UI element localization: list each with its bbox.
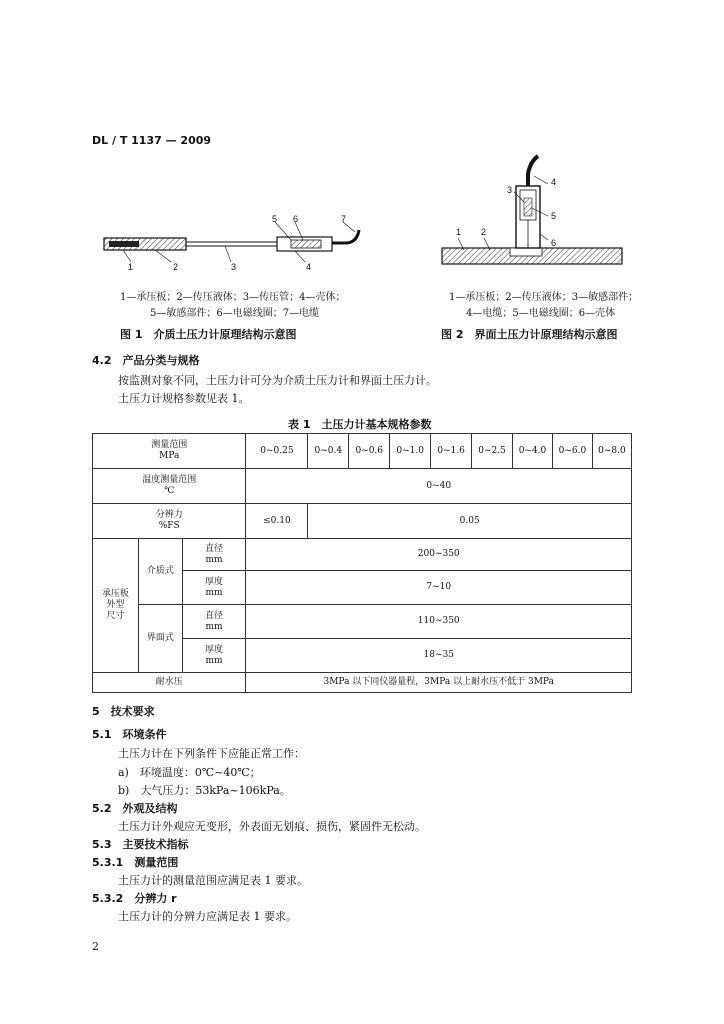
table-row-resolution [93,504,632,539]
plate-label: 承压板 外型 尺寸 [93,539,139,673]
dia-label: 直径 mm [182,605,246,639]
section-5-3-1-heading: 5.3.1 测量范围 [92,856,179,869]
table-row-temperature [93,469,632,504]
table-row-medium-dia [93,539,632,571]
range-cell: 0~0.4 [308,434,349,469]
figure2-caption: 图 2 界面土压力计原理结构示意图 [441,328,618,341]
res-first: ≤0.10 [246,504,308,539]
fig1-num-6: 6 [293,214,299,224]
section-5-2-heading: 5.2 外观及结构 [92,802,178,815]
figure1-legend-line1: 1—承压板；2—传压液体；3—传压管；4—壳体； [120,292,346,303]
range-cell: 0~2.5 [472,434,513,469]
section-4-2-line1: 按监测对象不同，土压力计可分为介质土压力计和界面土压力计。 [118,374,437,387]
section-5-heading: 5 技术要求 [92,705,155,718]
section-5-3-heading: 5.3 主要技术指标 [92,838,189,851]
range-cell: 0~4.0 [513,434,553,469]
section-4-2-line2: 土压力计规格参数见表 1。 [118,392,250,405]
medium-type: 介质式 [138,539,182,605]
thick-label: 厚度 mm [182,571,246,605]
range-cell: 0~0.25 [246,434,308,469]
interface-thick: 18~35 [246,639,632,673]
fig2-num-5: 5 [551,211,557,221]
document-header: DL / T 1137 — 2009 [92,134,212,147]
medium-thick: 7~10 [246,571,632,605]
res-label: 分辨力 %FS [93,504,246,539]
fig2-num-4: 4 [551,177,557,187]
range-cell: 0~8.0 [592,434,631,469]
range-cell: 0~1.6 [431,434,472,469]
spec-table [92,433,632,693]
medium-dia: 200~350 [246,539,632,571]
table-row-range [93,434,632,469]
fig1-num-4: 4 [306,262,312,272]
fig1-num-7: 7 [341,214,347,224]
fig1-num-2: 2 [173,262,179,272]
range-cell: 0~1.0 [390,434,431,469]
page-number: 2 [92,940,99,953]
section-4-2-heading: 4.2 产品分类与规格 [92,354,200,367]
fig2-num-6: 6 [551,238,557,248]
section-5-3-2-heading: 5.3.2 分辨力 r [92,892,177,905]
res-rest: 0.05 [308,504,632,539]
figure2-legend-line1: 1—承压板；2—传压液体；3—敏感部件； [449,292,639,303]
thick-label: 厚度 mm [182,639,246,673]
section-5-3-1-text: 土压力计的测量范围应满足表 1 要求。 [118,874,308,887]
table-row-interface-dia [93,605,632,639]
figure2-diagram [436,150,626,270]
fig2-num-1: 1 [456,227,462,237]
fig1-num-5: 5 [272,214,278,224]
section-5-1-text: 土压力计在下列条件下应能正常工作： [118,747,305,760]
fig1-num-3: 3 [231,262,237,272]
water-value: 3MPa 以下同仪器量程，3MPa 以上耐水压不低于 3MPa [246,673,632,693]
figure1-legend-line2: 5—敏感部件；6—电磁线圈；7—电缆 [150,308,320,319]
table1-title: 表 1 土压力计基本规格参数 [288,418,432,431]
range-cell: 0~6.0 [552,434,592,469]
section-5-3-2-text: 土压力计的分辨力应满足表 1 要求。 [118,910,297,923]
fig1-num-1: 1 [128,262,134,272]
fig2-num-2: 2 [481,227,487,237]
table-row-water [93,673,632,693]
dia-label: 直径 mm [182,539,246,571]
fig2-num-3: 3 [507,185,513,195]
measure-label: 测量范围 MPa [93,434,246,469]
section-5-1-heading: 5.1 环境条件 [92,728,167,741]
water-label: 耐水压 [93,673,246,693]
section-5-1-item-a: a) 环境温度：0℃~40℃； [118,766,261,779]
range-cell: 0~0.6 [349,434,390,469]
figure2-legend-line2: 4—电缆；5—电磁线圈；6—壳体 [466,308,616,319]
interface-dia: 110~350 [246,605,632,639]
temp-label: 温度测量范围 ℃ [93,469,246,504]
temp-value: 0~40 [246,469,632,504]
section-5-2-text: 土压力计外观应无变形，外表面无划痕、损伤，紧固件无松动。 [118,820,426,833]
interface-type: 界面式 [138,605,182,673]
section-5-1-item-b: b) 大气压力：53kPa~106kPa。 [118,784,291,797]
figure1-caption: 图 1 介质土压力计原理结构示意图 [120,328,297,341]
